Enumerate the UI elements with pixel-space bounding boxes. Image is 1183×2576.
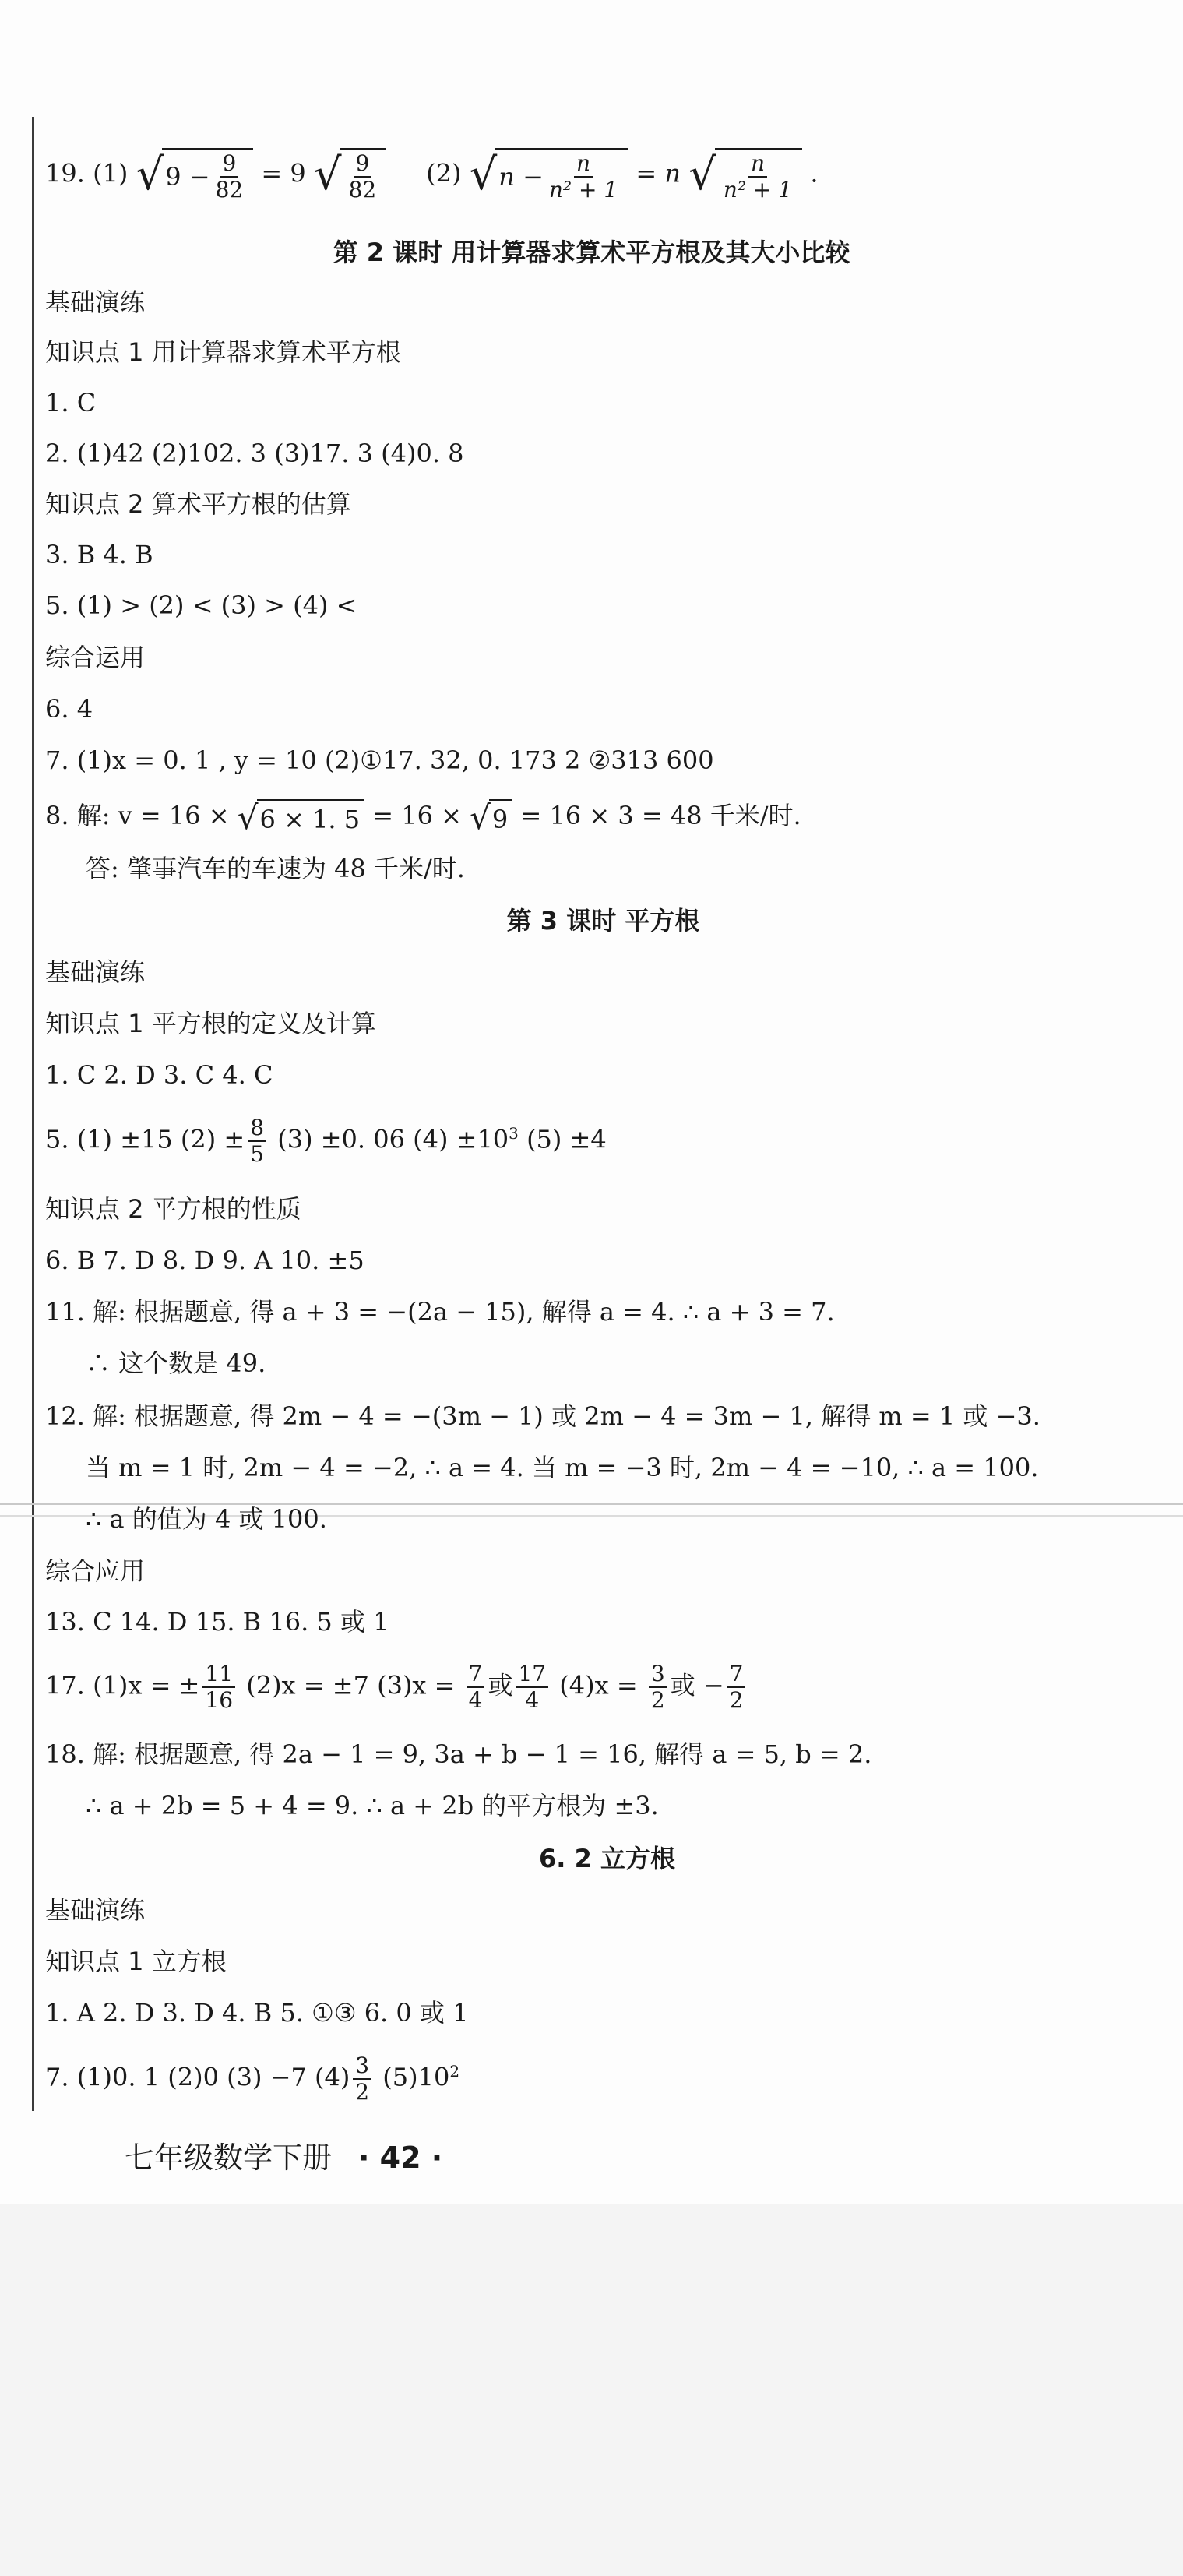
knowledge-point: 知识点 2 平方根的性质 [45,1194,301,1224]
answer-line: ∴ a + 2b = 5 + 4 = 9. ∴ a + 2b 的平方根为 ±3. [86,1791,659,1820]
knowledge-point: 知识点 1 平方根的定义及计算 [45,1009,376,1038]
answer-line: 1. C 2. D 3. C 4. C [45,1060,273,1090]
answer-line: 6. B 7. D 8. D 9. A 10. ±5 [45,1246,364,1275]
subsection-title: 综合运用 [45,643,146,672]
margin-rule [32,117,34,2111]
answer-line: 1. C [45,388,97,418]
sqrt-expr: √ n − $\frac{n}{\text{n² + 1}}$ [470,148,628,203]
book-title: 七年级数学下册 [125,2141,333,2175]
subsection-title: 基础演练 [45,287,146,317]
answer-line: ∴ a 的值为 4 或 100. [86,1504,327,1534]
answer-line: 7. (1)x = 0. 1 , y = 10 (2)①17. 32, 0. 173 2 ②313 600 [45,745,714,775]
subsection-title: 基础演练 [45,1895,146,1925]
sqrt-expr: √ $\frac{9}{82}$ [314,148,386,203]
answer-line: 答: 肇事汽车的车速为 48 千米/时. [86,854,465,883]
subsection-title: 综合应用 [45,1556,146,1586]
answer-8: 8. 解: v = 16 × √ 6 × 1. 5 = 16 × √ 9 = 16 × 3 = 48 千米/时. [45,798,801,837]
answer-line: 2. (1)42 (2)102. 3 (3)17. 3 (4)0. 8 [45,439,464,468]
knowledge-point: 知识点 1 用计算器求算术平方根 [45,337,401,367]
subsection-title: 基础演练 [45,957,146,987]
answer-line: 5. (1) > (2) < (3) > (4) < [45,590,357,620]
page-footer [125,2138,442,2177]
page-number: · 42 · [358,2141,443,2175]
blank-area [0,2204,1183,2576]
answer-17: 17. (1)x = ± $\frac{11}{16}$ (2)x = ±7 (3)x = $\frac{7}{4}$ 或 $\frac{17}{4}$ (4)x = $\frac{3}{2}$ 或 − $\frac{7}{2}$ [45,1662,748,1713]
answer-line: 11. 解: 根据题意, 得 a + 3 = −(2a − 15), 解得 a = 4. ∴ a + 3 = 7. [45,1297,835,1327]
answer-line: 13. C 14. D 15. B 16. 5 或 1 [45,1607,389,1637]
answer-line: 1. A 2. D 3. D 4. B 5. ①③ 6. 0 或 1 [45,1998,469,2028]
answer-line: 当 m = 1 时, 2m − 4 = −2, ∴ a = 4. 当 m = −3 时, 2m − 4 = −10, ∴ a = 100. [86,1453,1039,1482]
knowledge-point: 知识点 1 立方根 [45,1947,227,1976]
section-heading: 第 3 课时 平方根 [506,906,700,936]
section-heading: 第 2 课时 用计算器求算术平方根及其大小比较 [333,238,850,267]
answer-line: 6. 4 [45,694,93,724]
sqrt-expr: √ 9 − $\frac{9}{82}$ [136,148,254,203]
knowledge-point: 知识点 2 算术平方根的估算 [45,489,351,519]
answer-line: ∴ 这个数是 49. [86,1348,266,1378]
answer-5: 5. (1) ±15 (2) ± $\frac{8}{5}$ (3) ±0. 06 $(4) \pm 10^3$ (5) ±4 [45,1115,607,1167]
sqrt-expr: √ $\frac{n}{\text{n² + 1}}$ [688,148,802,203]
answer-line: 12. 解: 根据题意, 得 2m − 4 = −(3m − 1) 或 2m − 4 = 3m − 1, 解得 m = 1 或 −3. [45,1401,1040,1431]
answer-7: 7. (1)0. 1 (2)0 (3) −7 (4) $\frac{3}{2}$ $(5)10^2$ [45,2053,460,2105]
answer-line: 18. 解: 根据题意, 得 2a − 1 = 9, 3a + b − 1 = 16, 解得 a = 5, b = 2. [45,1739,872,1769]
answer-line: 3. B 4. B [45,540,153,569]
section-heading: 6. 2 立方根 [539,1844,675,1873]
answer-19: 19. (1) √ 9 − $\frac{9}{82}$ = 9 √ $\frac{9}{82}$ (2) √ n − $\frac{n}{\text{n² + 1}}$ = n √ $\frac{n}{\text{n² + 1}}$ . [45,150,819,203]
